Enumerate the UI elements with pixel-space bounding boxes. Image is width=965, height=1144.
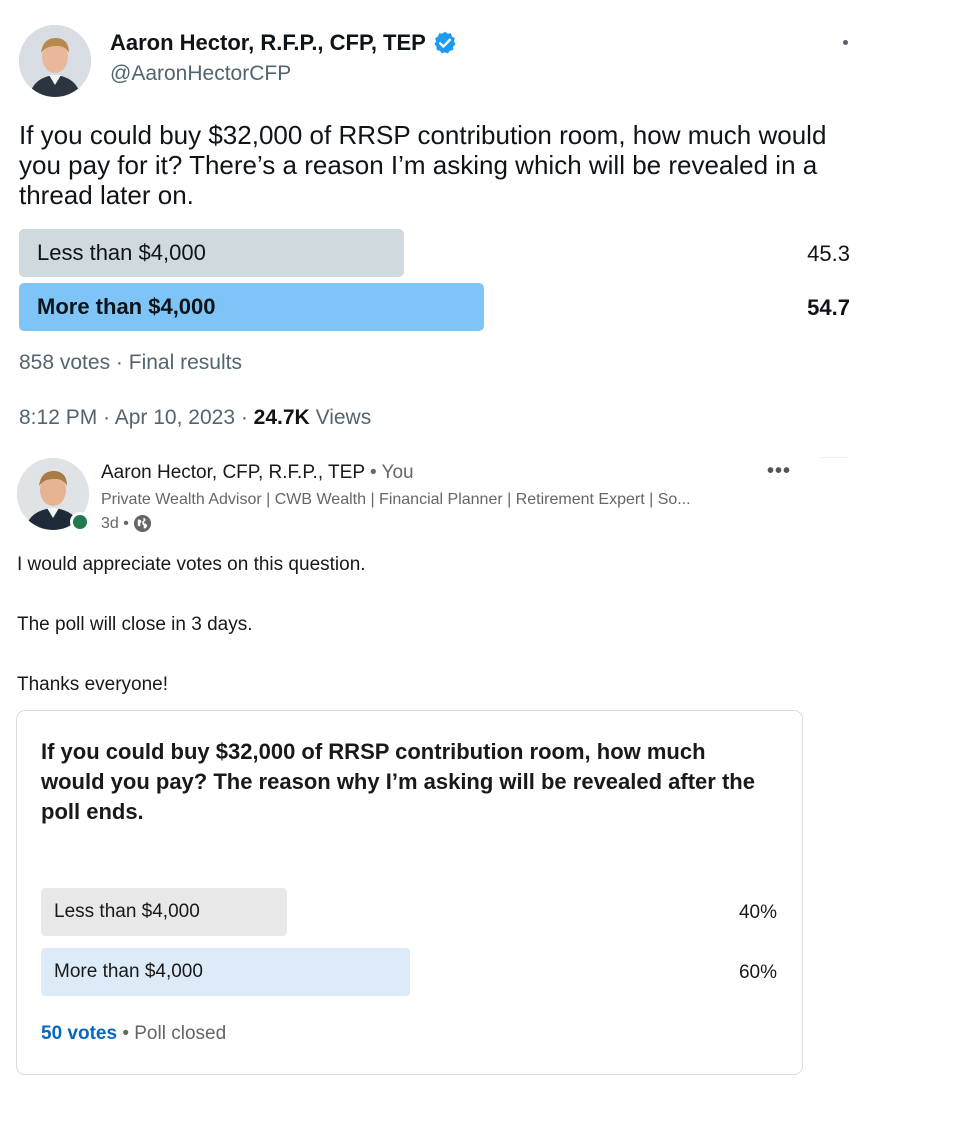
post-timestamp [101,514,152,533]
poll-option-1-label: Less than $4,000 [54,901,200,922]
tweet-more-icon[interactable] [843,40,848,45]
verified-badge-icon [432,30,458,56]
online-status-badge [70,512,90,532]
tweet-poll-status: Final results [128,351,242,374]
post-author-tag: • You [369,462,414,483]
separator-dot: · [240,406,254,429]
tweet-poll-option-1 [19,229,404,277]
post-age: 3d • [101,514,129,532]
post-author-line[interactable] [101,462,414,484]
separator-dot: · [115,351,129,374]
poll-option-1-percent: 40% [738,902,777,923]
poll-card [16,710,803,1075]
tweet-views-count: 24.7K [253,406,310,429]
poll-option-1 [41,888,287,936]
poll-option-2 [41,948,410,996]
divider [820,457,848,458]
poll-question: If you could buy $32,000 of RRSP contribution room, how much would you pay? The reason why I’m asking will be revealed after the poll ends. [41,739,755,824]
globe-icon [133,514,152,533]
tweet-poll-option-2-percent: 54.7 [807,295,850,320]
poll-option-2-percent: 60% [738,962,777,983]
tweet-meta [19,406,371,430]
post-paragraph-2: The poll will close in 3 days. [17,614,253,635]
tweet-poll-summary [19,351,242,375]
tweet-text: If you could buy $32,000 of RRSP contribution room, how much would you pay for it? There’s a reason I’m asking which will be revealed in a thread later on. [19,120,827,210]
poll-footer [41,1023,226,1045]
post-author-headline: Private Wealth Advisor | CWB Wealth | Financial Planner | Retirement Expert | So... [101,491,691,508]
poll-option-2-label: More than $4,000 [54,961,203,982]
tweet-poll-option-2-label: More than $4,000 [37,294,216,319]
poll-status: • Poll closed [122,1023,227,1044]
tweet-date[interactable]: Apr 10, 2023 [114,406,235,429]
post-more-options-icon[interactable]: ••• [767,460,792,482]
tweet-author-name-text[interactable]: Aaron Hector, R.F.P., CFP, TEP [110,30,426,55]
tweet-author-name[interactable] [110,30,458,56]
post-paragraph-1: I would appreciate votes on this question. [17,554,366,575]
tweet-poll-option-1-percent: 45.3 [807,241,850,266]
poll-votes-link[interactable]: 50 votes [41,1023,118,1044]
post-author-name[interactable]: Aaron Hector, CFP, R.F.P., TEP [101,462,365,483]
tweet-poll-votes: 858 votes [19,351,111,374]
separator-dot: · [103,406,115,429]
tweet-author-handle[interactable]: @AaronHectorCFP [110,62,292,85]
tweet-poll-option-2 [19,283,484,331]
tweet-author-avatar[interactable] [19,25,91,97]
tweet-time[interactable]: 8:12 PM [19,406,98,429]
post-paragraph-3: Thanks everyone! [17,674,169,695]
tweet-views-label: Views [315,406,372,429]
tweet-poll-option-1-label: Less than $4,000 [37,240,206,265]
